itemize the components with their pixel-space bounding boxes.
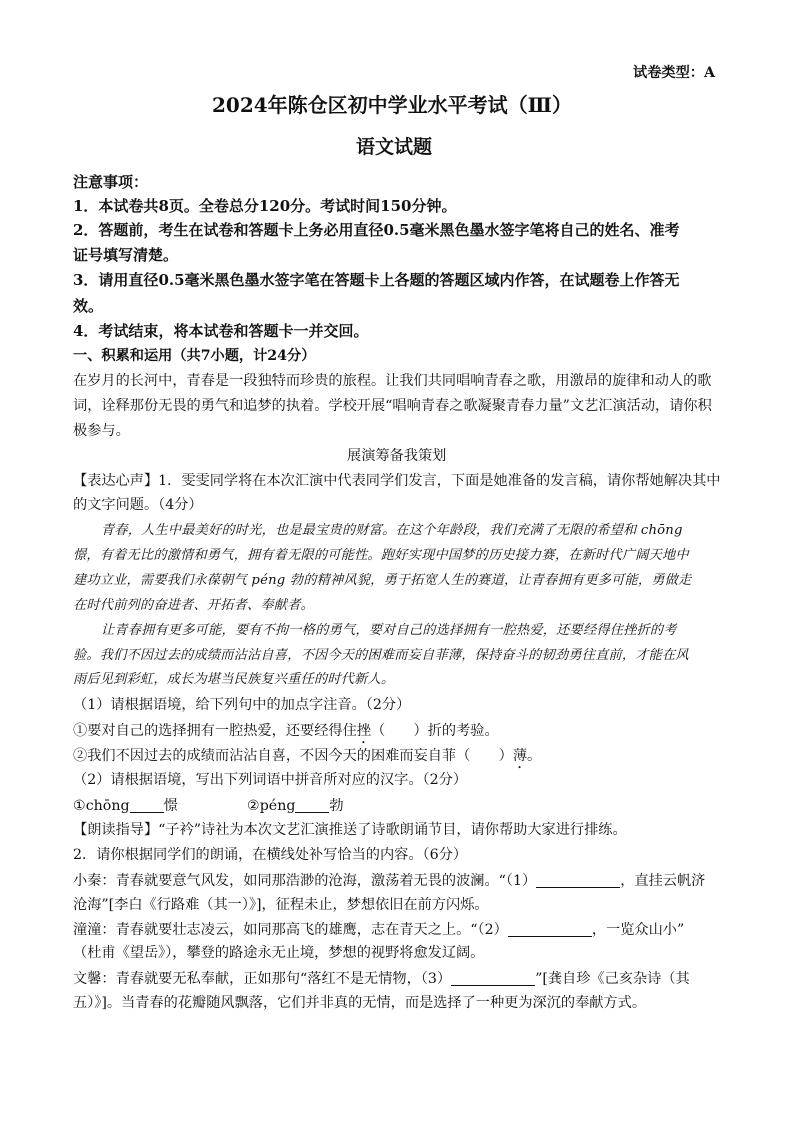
answer-3-post: ”[龚自珍《己亥杂诗（其 [535,970,690,987]
section-heading: 一、积累和运用（共7小题，计24分） [73,348,316,364]
answer-3-pre: 文馨：青春就要无私奉献，正如那句“落红不是无情物，（3） [73,970,452,987]
answer-blank-peng[interactable] [295,798,329,813]
q2-answer-3-line2: 五）》]。当青春的花瓣随风飘落，它们并非真的无情，而是选择了一种更为深沉的奉献方式。 [73,995,647,1011]
sentence-2-pre: ②我们不因过去的成绩而沾沾自喜，不因今天的困难而妄自菲 [73,748,457,764]
note-1: 1．本试卷共8页。全卷总分120分。考试时间150分钟。 [73,197,457,215]
q2-answer-2-line2: （杜甫《望岳》），攀登的路途永无止境，梦想的视野将愈发辽阔。 [73,945,485,961]
dotted-char-bo: 薄 [512,748,528,764]
note-2-line1: 2．答题前，考生在试卷和答题卡上务必用直径0.5毫米黑色墨水签字笔将自己的姓名、准考 [73,221,680,239]
sentence-2-post: （ ） [456,748,513,764]
paper-type: 试卷类型：A [633,65,715,81]
sub-heading: 展演筹备我策划 [347,448,447,464]
note-3-line1: 3．请用直径0.5毫米黑色墨水签字笔在答题卡上各题的答题区域内作答，在试题卷上作答无 [73,271,680,289]
word-1-pinyin: ①chōng [73,797,130,814]
q2-stem: 2．请你根据同学们的朗诵，在横线处补写恰当的内容。（6分） [73,847,468,863]
answer-blank-3[interactable] [451,971,535,986]
speech-p1-line2: 憬，有着无比的激情和勇气，拥有着无限的可能性。跑好实现中国梦的历史接力赛，在新时代广阔天地中 [73,548,689,563]
sentence-2-end: 。 [527,748,542,764]
notes-heading: 注意事项： [73,173,149,191]
note-2-line2: 证号填写清楚。 [73,246,179,264]
answer-2-post: ，一览众山小” [591,921,685,938]
note-4: 4．考试结束，将本试卷和答题卡一并交回。 [73,322,369,340]
speech-p2-line2: 验。我们不因过去的成绩而沾沾自喜，不因今天的困难而妄自菲薄，保持奋斗的韧劲勇往直前，才能在风 [73,648,689,663]
answer-blank-chong[interactable] [130,798,164,813]
answer-blank-2[interactable] [508,922,592,937]
sentence-1-post: （ ）折的考验。 [370,723,499,739]
q2-answer-1-line2: 沧海”[李白《行路难（其一）》]，征程未止，梦想依旧在前方闪烁。 [73,897,489,913]
speech-p1-line4: 在时代前列的奋进者、开拓者、奉献者。 [73,598,314,613]
word-1-char: 憬 [163,797,178,814]
answer-1-post: ，直挂云帆济 [620,872,706,889]
q1-line2: 的文字问题。（4分） [73,497,203,513]
answer-1-pre: 小秦：青春就要意气风发，如同那浩渺的沧海，激荡着无畏的波澜。“（1） [73,872,537,889]
speech-p2-line3: 雨后见到彩虹，成长为堪当民族复兴重任的时代新人。 [73,672,395,687]
q1-sub1: （1）请根据语境，给下列句中的加点字注音。（2分） [73,697,411,713]
word-2-char: 勃 [329,797,344,814]
q2-answer-2-line1 [73,922,684,937]
intro-line2: 词，诠释那份无畏的勇气和追梦的执着。学校开展“唱响青春之歌凝聚青春力量”文艺汇演活动，请你积 [73,398,712,414]
sentence-1-pre: ①要对自己的选择拥有一腔热爱，还要经得住 [73,723,357,739]
q1-sub2: （2）请根据语境，写出下列词语中拼音所对应的汉字。（2分） [73,772,468,788]
exam-title: 2024年陈仓区初中学业水平考试（Ⅲ） [212,93,573,117]
speech-p2-line1: 让青春拥有更多可能，要有不拘一格的勇气，要对自己的选择拥有一腔热爱，还要经得住挫折的考 [101,623,677,638]
q1-sentence-1 [73,723,499,747]
word-2 [247,798,344,813]
note-3-line2: 效。 [73,297,104,315]
q2-answer-3-line1 [73,971,690,986]
q1-sentence-2 [73,748,541,772]
speech-p1-line3: 建功立业，需要我们永葆朝气 péng 勃的精神风貌，勇于拓宽人生的赛道，让青春拥有更多可能，勇做走 [73,573,692,588]
speech-p1-line1: 青春，人生中最美好的时光，也是最宝贵的财富。在这个年龄段，我们充满了无限的希望和 chōng [101,523,683,538]
word-1 [73,798,178,813]
dotted-char-cuo: 挫 [356,723,371,739]
q1-line1: 【表达心声】1．雯雯同学将在本次汇演中代表同学们发言，下面是她准备的发言稿，请你帮她解决其中 [73,473,721,489]
word-2-pinyin: ②péng [247,797,296,814]
q2-answer-1-line1 [73,873,705,888]
subject-title: 语文试题 [356,136,433,158]
intro-line1: 在岁月的长河中，青春是一段独特而珍贵的旅程。让我们共同唱响青春之歌，用激昂的旋律和动人的歌 [73,373,712,389]
answer-blank-1[interactable] [536,873,620,888]
intro-line3: 极参与。 [73,423,130,439]
q2-guide: 【朗读指导】“子衿”诗社为本次文艺汇演推送了诗歌朗诵节目，请你帮助大家进行排练。 [73,822,627,838]
answer-2-pre: 潼潼：青春就要壮志凌云，如同那高飞的雄鹰，志在青天之上。“（2） [73,921,508,938]
